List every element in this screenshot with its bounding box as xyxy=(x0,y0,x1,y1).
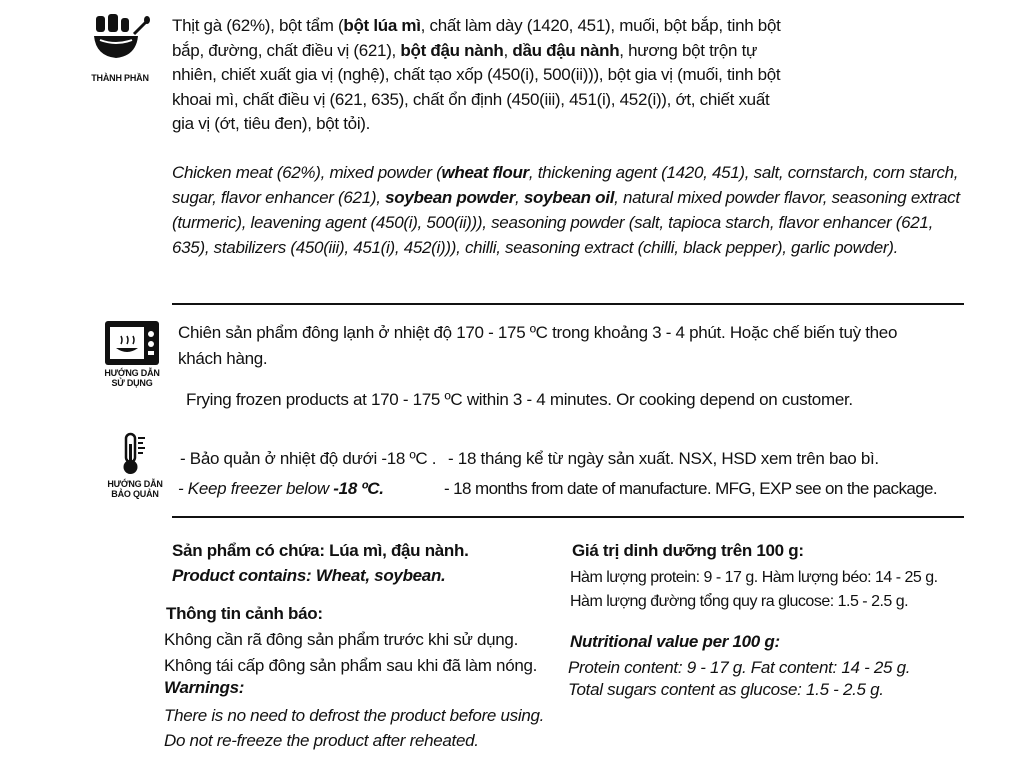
nutrition-english-line-2: Total sugars content as glucose: 1.5 - 2.5 g. xyxy=(568,680,884,699)
warnings-english-line-2: Do not re-freeze the product after reheated. xyxy=(164,731,479,750)
nutrition-vietnamese-line-1: Hàm lượng protein: 9 - 17 g. Hàm lượng béo: 14 - 25 g. xyxy=(570,569,938,586)
usage-english: Frying frozen products at 170 - 175 ºC within 3 - 4 minutes. Or cooking depend on customer. xyxy=(186,390,853,409)
storage-english-right: - 18 months from date of manufacture. MFG, EXP see on the package. xyxy=(444,479,938,498)
warnings-english-title: Warnings: xyxy=(164,678,245,697)
storage-icon-label-1: HƯỚNG DẪN xyxy=(107,479,163,489)
storage-vietnamese-right: - 18 tháng kể từ ngày sản xuất. NSX, HSD xem trên bao bì. xyxy=(448,449,879,468)
usage-icon-label-2: SỬ DỤNG xyxy=(111,378,153,388)
storage-icon-label-2: BẢO QUẢN xyxy=(111,489,159,499)
nutrition-english-title: Nutritional value per 100 g: xyxy=(570,632,780,651)
warnings-vietnamese-title: Thông tin cảnh báo: xyxy=(166,604,323,623)
warnings-vietnamese-line-1: Không cần rã đông sản phẩm trước khi sử dụng. xyxy=(164,630,519,649)
ingredients-vietnamese: Thịt gà (62%), bột tẩm (bột lúa mì, chất làm dày (1420, 451), muối, bột bắp, tinh bột bắp, đường, chất điều vị (621), bột đậu nành, dầu đậu nành, hương bột trộn tự nhiên, chiết xuất gia vị (nghệ), chất tạo xốp (450(i), 500(ii))), bột gia vị (muối, tinh bột khoai mì, chất điều vị (621, 635), chất ổn định (450(iii), 451(i), 452(i)), ớt, chiết xuất gia vị (ớt, tiêu đen), bột tỏi). xyxy=(172,16,781,133)
allergen-vietnamese: Sản phẩm có chứa: Lúa mì, đậu nành. xyxy=(172,541,469,560)
divider-1 xyxy=(172,303,964,305)
nutrition-vietnamese-line-2: Hàm lượng đường tổng quy ra glucose: 1.5 - 2.5 g. xyxy=(570,593,909,610)
ingredients-english: Chicken meat (62%), mixed powder (wheat flour, thickening agent (1420, 451), salt, cornstarch, corn starch, sugar, flavor enhancer (621), soybean powder, soybean oil, natural mixed powder flavor, seasoning extract (turmeric), leavening agent (450(i), 500(ii))), seasoning powder (salt, tapioca starch, flavor enhancer (621, 635), stabilizers (450(iii), 451(i), 452(i))), chilli, seasoning extract (chilli, black pepper), garlic powder). xyxy=(172,163,960,257)
thermometer-icon xyxy=(118,432,150,476)
usage-icon-label-1: HƯỚNG DẪN xyxy=(104,368,160,378)
ingredients-icon-label: THÀNH PHẦN xyxy=(91,73,149,83)
nutrition-vietnamese-title: Giá trị dinh dưỡng trên 100 g: xyxy=(572,541,804,560)
microwave-icon xyxy=(104,320,160,366)
usage-vietnamese: Chiên sản phẩm đông lạnh ở nhiệt độ 170 - 175 ºC trong khoảng 3 - 4 phút. Hoặc chế biến tuỳ theo khách hàng. xyxy=(178,323,898,368)
storage-english-left: - Keep freezer below -18 ºC. xyxy=(178,479,384,498)
divider-2 xyxy=(172,516,964,518)
ingredients-icon xyxy=(90,12,150,64)
nutrition-english-line-1: Protein content: 9 - 17 g. Fat content: 14 - 25 g. xyxy=(568,658,911,677)
storage-vietnamese-left: - Bảo quản ở nhiệt độ dưới -18 ºC . xyxy=(180,449,437,468)
warnings-vietnamese-line-2: Không tái cấp đông sản phẩm sau khi đã làm nóng. xyxy=(164,656,538,675)
warnings-english-line-1: There is no need to defrost the product before using. xyxy=(164,706,545,725)
allergen-english: Product contains: Wheat, soybean. xyxy=(172,566,446,585)
